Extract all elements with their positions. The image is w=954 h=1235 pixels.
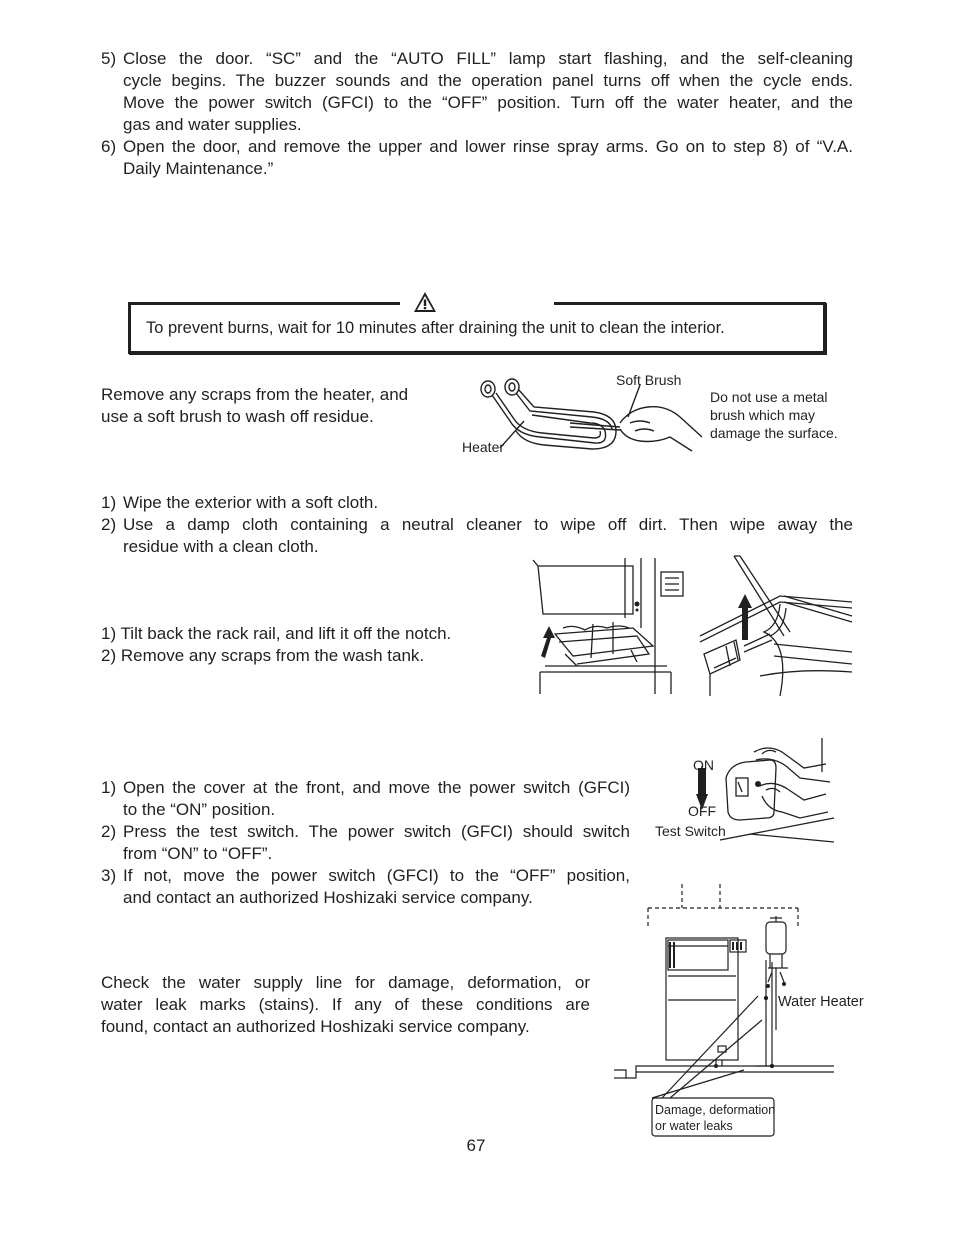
step-number: 2)	[101, 822, 117, 841]
step-line: from “ON” to “OFF”.	[123, 844, 273, 863]
step-number: 1)	[101, 624, 117, 643]
gfci-steps	[101, 777, 630, 909]
step-line: and contact an authorized Hoshizaki service company.	[123, 888, 533, 907]
step-number: 5)	[101, 49, 117, 68]
on-label: ON	[693, 757, 714, 773]
step-5	[101, 48, 853, 136]
caution-text: To prevent burns, wait for 10 minutes after draining the unit to clean the interior.	[146, 319, 725, 337]
wash-tank-illustration	[533, 558, 693, 694]
step-line: Tilt back the rack rail, and lift it off the notch.	[120, 624, 452, 643]
warning-triangle-icon	[413, 291, 437, 313]
step-line: Open the door, and remove the upper and lower rinse spray arms. Go on to step 8) of “V.A.	[123, 137, 853, 156]
step-line: residue with a clean cloth.	[123, 537, 319, 556]
step-number: 2)	[101, 515, 117, 534]
step-number: 1)	[101, 493, 117, 512]
rack-steps	[101, 623, 451, 667]
step-number: 6)	[101, 137, 117, 156]
step-line: Move the power switch (GFCI) to the “OFF” position. Turn off the water heater, and the	[123, 93, 853, 112]
soft-brush-label: Soft Brush	[616, 372, 682, 388]
text-line: found, contact an authorized Hoshizaki service company.	[101, 1017, 530, 1036]
step-line: Press the test switch. The power switch (GFCI) should switch	[123, 822, 630, 841]
step-line: cycle begins. The buzzer sounds and the operation panel turns off when the cycle ends.	[123, 71, 853, 90]
off-label: OFF	[688, 803, 716, 819]
rack-rail-notch-illustration	[700, 556, 856, 698]
exterior-step-2	[101, 514, 853, 558]
heater-instructions	[101, 384, 408, 428]
water-heater-label: Water Heater	[778, 994, 864, 1010]
water-supply-instructions	[101, 972, 590, 1038]
step-line: gas and water supplies.	[123, 115, 302, 134]
text-line: water leak marks (stains). If any of these conditions are	[101, 995, 590, 1014]
step-line: If not, move the power switch (GFCI) to the “OFF” position,	[123, 866, 630, 885]
step-line: Remove any scraps from the wash tank.	[120, 646, 425, 665]
text-line: Remove any scraps from the heater, and	[101, 385, 409, 404]
step-number: 3)	[101, 866, 117, 885]
step-number: 2)	[101, 646, 117, 665]
damage-label: Damage, deformation or water leaks	[655, 1103, 776, 1133]
page-number: 67	[466, 1136, 486, 1155]
text-line: use a soft brush to wash off residue.	[101, 407, 374, 426]
step-line: Use a damp cloth containing a neutral cleaner to wipe off dirt. Then wipe away the	[123, 515, 853, 534]
step-line: Daily Maintenance.”	[123, 159, 274, 178]
step-line: to the “ON” position.	[123, 800, 276, 819]
text-line: Check the water supply line for damage, deformation, or	[101, 973, 590, 992]
step-line: Wipe the exterior with a soft cloth.	[123, 493, 379, 512]
step-line: Open the cover at the front, and move the power switch (GFCI)	[123, 778, 630, 797]
step-6	[101, 136, 853, 180]
step-number: 1)	[101, 778, 117, 797]
step-line: Close the door. “SC” and the “AUTO FILL” lamp start flashing, and the self-cleaning	[123, 49, 853, 68]
test-switch-label: Test Switch	[655, 823, 726, 839]
heater-label: Heater	[462, 439, 505, 455]
metal-brush-note: Do not use a metal brush which may damage the surface.	[710, 389, 838, 441]
exterior-step-1	[101, 492, 853, 514]
